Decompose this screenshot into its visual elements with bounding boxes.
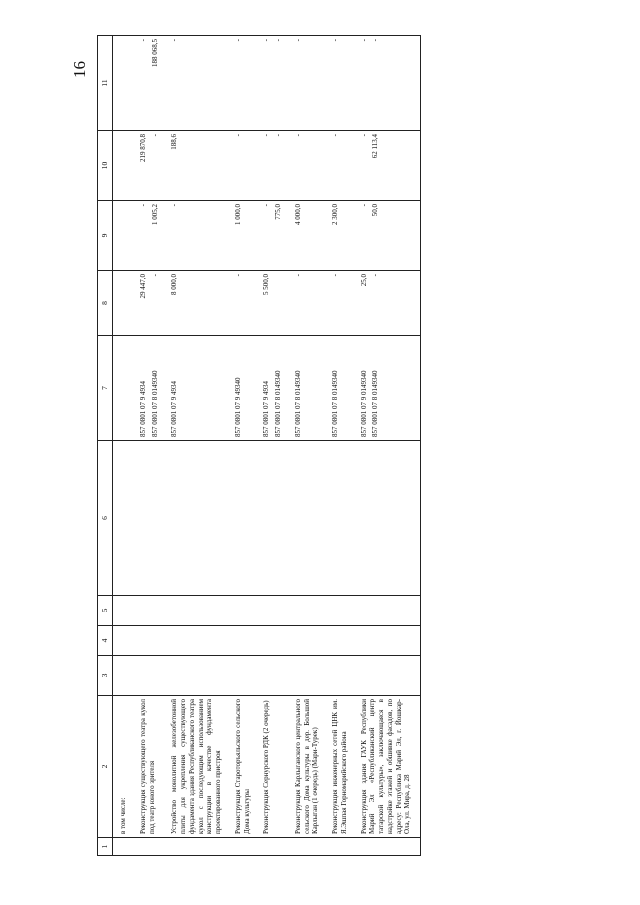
cell-value: 857 0801 07 8 0149340 [293,370,302,437]
cell-col1 [328,838,357,856]
amount-c11 [136,36,168,131]
cell-value: - [262,204,271,207]
cell-value: 219 870,8 [138,134,147,162]
cell-value: - [262,134,271,137]
amount-c8 [113,271,136,336]
cell-value: 857 0801 07 9 49340 [233,377,242,437]
cell-col6 [259,441,291,596]
cell-col6 [231,441,260,596]
cell-col6 [136,441,168,596]
cell-col1 [259,838,291,856]
cell-col4 [231,626,260,656]
table-row [113,36,136,856]
cell-value: - [233,39,242,42]
cell-col6 [291,441,328,596]
column-header-1: 1 [98,838,113,856]
cell-col1 [231,838,260,856]
cell-value: 2 300,0 [331,204,339,225]
column-header-4: 4 [98,626,113,656]
amount-c10 [328,131,357,201]
cell-value: - [331,274,339,277]
table-row [136,36,168,856]
cell-value: 857 0801 07 8 0149340 [371,370,380,437]
cell-value: 25,0 [359,274,368,287]
amount-c10 [113,131,136,201]
cell-value: 857 0801 07 9 4934 [138,381,147,437]
amount-c10 [291,131,328,201]
amount-c10 [357,131,421,201]
cell-value: 4 000,0 [293,204,302,225]
cell-col5 [357,596,421,626]
column-header-7: 7 [98,336,113,441]
cell-value: - [359,204,368,207]
cell-value: - [233,274,242,277]
cell-value: - [170,204,179,207]
budget-table-container [97,36,577,856]
cell-value: 857 0801 07 9 4934 [170,381,179,437]
object-name: Реконструкция здания ГАУК Республики Марий Эл «Республиканский центр татарской культуры», заключающаяся в надстройке этажей и обшивке фасадов, по адресу: Республика Марий Эл, г. Йошкар-Ола, ул. Мира, д. 28 [357,696,421,838]
cell-col4 [291,626,328,656]
cell-col1 [113,838,136,856]
cell-col4 [136,626,168,656]
cell-value: - [274,134,282,137]
column-header-10: 10 [98,131,113,201]
cell-value: - [138,204,147,207]
amount-c8 [231,271,260,336]
column-header-9: 9 [98,201,113,271]
cell-col6 [357,441,421,596]
cell-value: 857 0801 07 8 0149340 [331,370,339,437]
budget-code [291,336,328,441]
cell-value: - [262,39,271,42]
amount-c8 [291,271,328,336]
cell-value: 188 068,5 [150,39,159,67]
cell-col3 [357,656,421,696]
cell-value: 1 000,0 [233,204,242,225]
cell-col1 [291,838,328,856]
cell-col3 [167,656,231,696]
cell-value: - [293,39,302,42]
cell-value: - [150,134,159,137]
cell-col4 [357,626,421,656]
amount-c11 [167,36,231,131]
cell-col6 [113,441,136,596]
cell-col3 [328,656,357,696]
cell-col4 [328,626,357,656]
cell-value: 50,0 [371,204,380,217]
cell-value: - [293,134,302,137]
amount-c9 [291,201,328,271]
budget-code [167,336,231,441]
amount-c11 [328,36,357,131]
table-row [259,36,291,856]
table-row [357,36,421,856]
amount-c10 [231,131,260,201]
object-name: Реконструкция Старотoръяльского сельского Дома культуры [231,696,260,838]
amount-c8 [259,271,291,336]
object-name: Реконструкция инженерных сетей ЦНК им. Я.Эшпая Горномарийского района [328,696,357,838]
cell-col3 [113,656,136,696]
budget-code [113,336,136,441]
object-name: Устройство монолитной железобетонной плиты для укрепления существующего фундамента здания Республиканского театра кукол с последующим использованием конструкции в качестве фундамента проектированного пристроя [167,696,231,838]
cell-value [274,274,283,332]
page-number-area [70,0,100,905]
table-row [167,36,231,856]
amount-c11 [291,36,328,131]
table-row [231,36,260,856]
cell-value: 857 0801 07 9 4934 [262,381,271,437]
cell-value: - [233,134,242,137]
cell-col1 [357,838,421,856]
cell-value: - [371,274,380,277]
amount-c11 [357,36,421,131]
cell-col3 [231,656,260,696]
column-header-2: 2 [98,696,113,838]
object-name: Реконструкция существующего театра кукол под театр юного зрителя [136,696,168,838]
amount-c10 [259,131,291,201]
cell-value: 29 447,0 [138,274,147,299]
object-name: Реконструкция Карлыганского центрального сельского Дома культуры в дер. Большой Карлыган (1 очередь) (Мари-Турек) [291,696,328,838]
cell-value: - [170,39,179,42]
amount-c11 [259,36,291,131]
cell-col6 [328,441,357,596]
cell-value: - [331,134,339,137]
amount-c8 [136,271,168,336]
column-header-11: 11 [98,36,113,131]
column-header-3: 3 [98,656,113,696]
budget-code [357,336,421,441]
cell-value: - [138,39,147,42]
amount-c8 [167,271,231,336]
cell-value: 857 0801 07 8 0149340 [150,370,159,437]
amount-c8 [328,271,357,336]
cell-col5 [231,596,260,626]
cell-value: 775,0 [274,204,282,220]
cell-col4 [167,626,231,656]
table-header-row [98,36,113,856]
cell-col4 [113,626,136,656]
amount-c11 [231,36,260,131]
amount-c9 [259,201,291,271]
budget-code [259,336,291,441]
table-row [291,36,328,856]
table-body [113,36,421,856]
cell-value: - [274,39,282,42]
cell-col1 [136,838,168,856]
page-number: 16 [70,61,89,78]
amount-c10 [167,131,231,201]
amount-c9 [167,201,231,271]
cell-col5 [291,596,328,626]
cell-col5 [259,596,291,626]
cell-value: - [293,274,302,277]
amount-c11 [113,36,136,131]
amount-c9 [136,201,168,271]
cell-col5 [113,596,136,626]
object-name: Реконструкция Сернурского РДК (2 очередь) [259,696,291,838]
cell-value: 8 000,0 [170,274,179,295]
amount-c9 [113,201,136,271]
amount-c9 [231,201,260,271]
amount-c8 [357,271,421,336]
amount-c9 [357,201,421,271]
cell-value: 188,6 [170,134,179,150]
column-header-8: 8 [98,271,113,336]
amount-c10 [136,131,168,201]
cell-value: 857 0801 07 9 0149340 [359,370,368,437]
budget-table [97,35,421,856]
object-name: в том числе: [113,696,136,838]
cell-value: - [359,134,368,137]
amount-c9 [328,201,357,271]
cell-value: 62 113,4 [371,134,380,159]
table-row [328,36,357,856]
column-header-6: 6 [98,441,113,596]
cell-value: - [331,39,339,42]
budget-code [231,336,260,441]
budget-code [328,336,357,441]
cell-col5 [328,596,357,626]
cell-col6 [167,441,231,596]
cell-col5 [136,596,168,626]
budget-code [136,336,168,441]
cell-col4 [259,626,291,656]
cell-value: - [371,39,380,42]
cell-value: - [150,274,159,277]
cell-col5 [167,596,231,626]
column-header-5: 5 [98,596,113,626]
cell-col3 [136,656,168,696]
cell-col1 [167,838,231,856]
cell-value: 1 005,2 [150,204,159,225]
cell-value: - [359,39,368,42]
cell-col3 [291,656,328,696]
cell-value: 5 500,0 [262,274,271,295]
cell-col3 [259,656,291,696]
cell-value: 857 0801 07 8 0149340 [274,370,282,437]
